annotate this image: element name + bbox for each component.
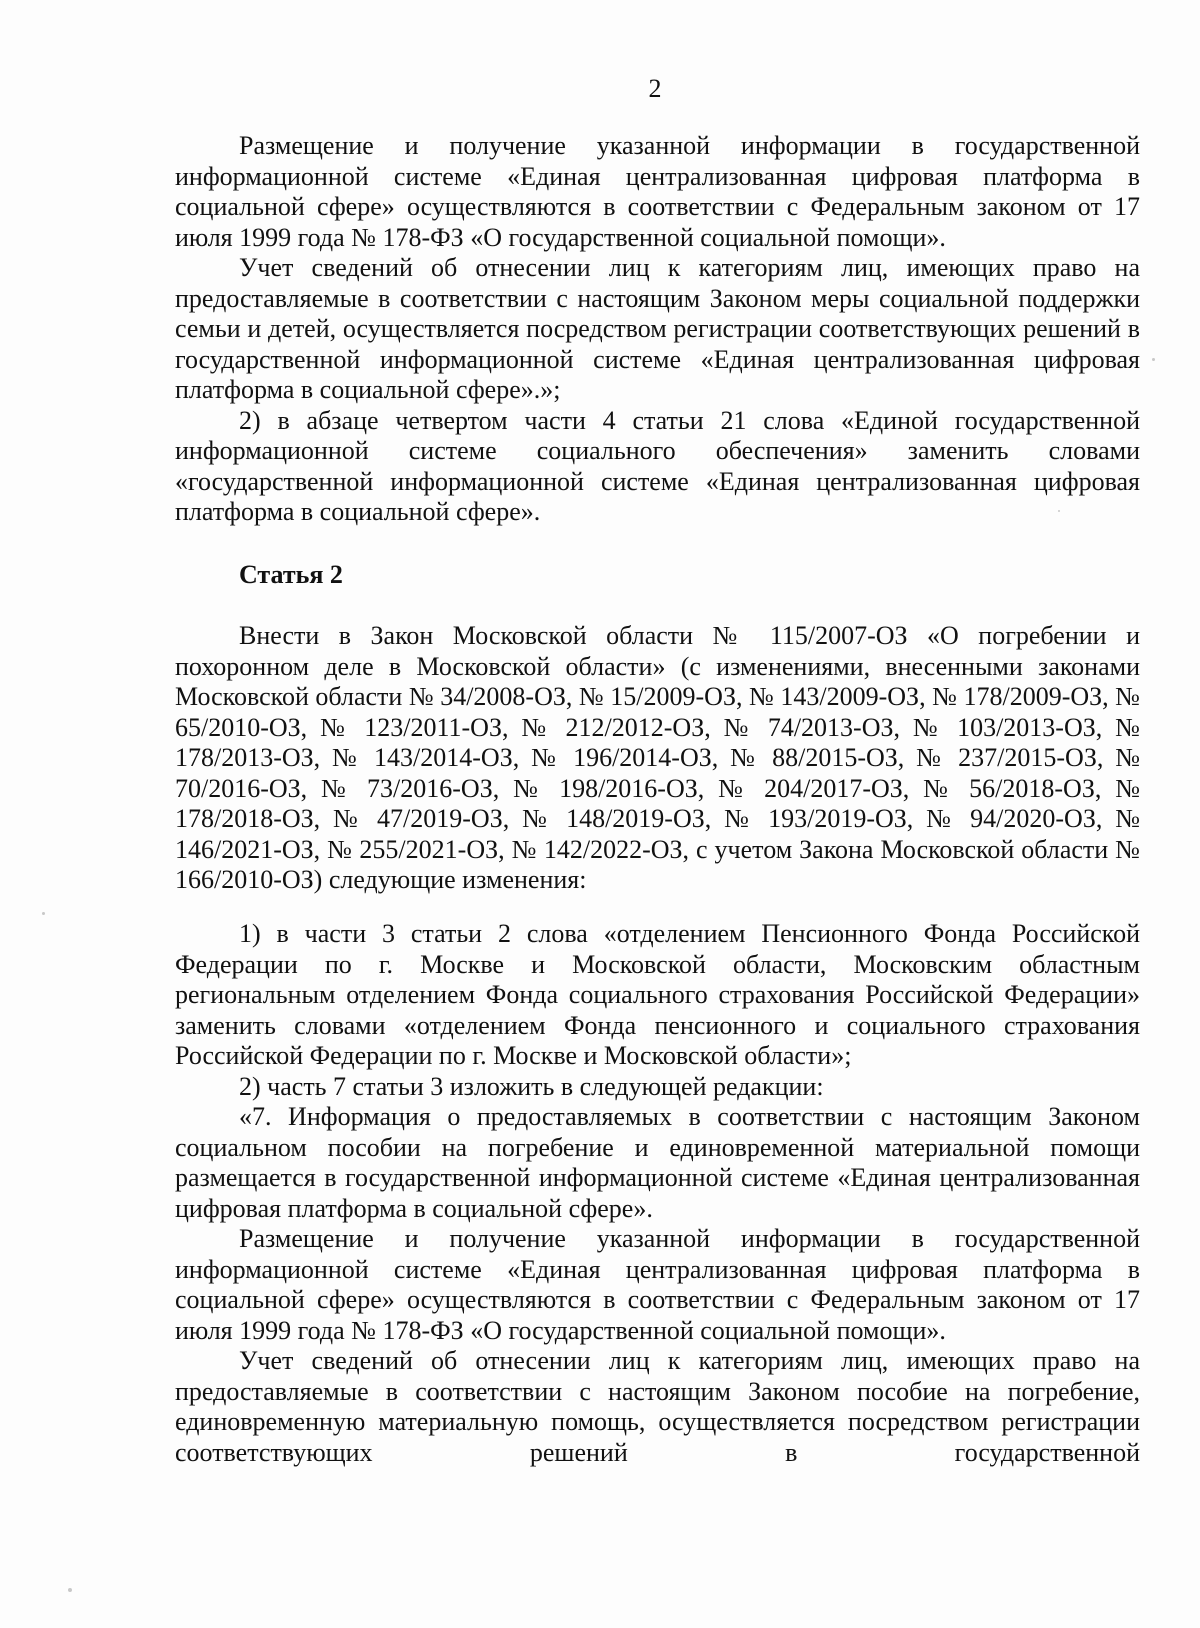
- article-2-intro: [175, 621, 1140, 896]
- paragraph: Внести в Закон Московской области № 115/2007-ОЗ «О погребении и похоронном деле в Московской области» (с изменениями, внесенными законами Московской области № 34/2008-ОЗ, № 15/2009-ОЗ, № 143/2009-ОЗ, № 178/2009-ОЗ, № 65/2010-ОЗ, № 123/2011-ОЗ, № 212/2012-ОЗ, № 74/2013-ОЗ, № 103/2013-ОЗ, № 178/2013-ОЗ, № 143/2014-ОЗ, № 196/2014-ОЗ, № 88/2015-ОЗ, № 237/2015-ОЗ, № 70/2016-ОЗ, № 73/2016-ОЗ, № 198/2016-ОЗ, № 204/2017-ОЗ, № 56/2018-ОЗ, № 178/2018-ОЗ, № 47/2019-ОЗ, № 148/2019-ОЗ, № 193/2019-ОЗ, № 94/2020-ОЗ, № 146/2021-ОЗ, № 255/2021-ОЗ, № 142/2022-ОЗ, с учетом Закона Московской области № 166/2010-ОЗ) следующие изменения:: [175, 621, 1140, 894]
- paragraph: Размещение и получение указанной информации в государственной информационной системе «Единая централизованная цифровая платформа в социальной сфере» осуществляются в соответствии с Федеральным законом от 17 июля 1999 года № 178-ФЗ «О государственной социальной помощи».: [175, 131, 1140, 252]
- continuation-text: [175, 131, 1140, 528]
- page-number: 2: [648, 74, 662, 103]
- list-item: 1) в части 3 статьи 2 слова «отделением Пенсионного Фонда Российской Федерации по г. Москве и Московской области, Московским областным региональным отделением Фонда социального страхования Российской Федерации» заменить словами «отделением Фонда пенсионного и социального страхования Российской Федерации по г. Москве и Московской области»;: [175, 919, 1140, 1070]
- scan-speck: [1058, 510, 1060, 512]
- article-2-heading-block: [175, 560, 1140, 591]
- quoted-paragraph: «7. Информация о предоставляемых в соответствии с настоящим Законом социальном пособии на погребение и единовременной материальной помощи размещается в государственной информационной системе «Единая централизованная цифровая платформа в социальной сфере».: [175, 1102, 1140, 1223]
- list-item: 2) часть 7 статьи 3 изложить в следующей редакции:: [239, 1071, 824, 1101]
- article-2-items: [175, 919, 1140, 1468]
- paragraph: 2) в абзаце четвертом части 4 статьи 21 слова «Единой государственной информационной системе социального обеспечения» заменить словами «государственной информационной системе «Единая централизованная цифровая платформа в социальной сфере».: [175, 405, 1140, 526]
- scan-speck: [42, 912, 45, 915]
- article-heading: Статья 2: [239, 560, 343, 589]
- quoted-paragraph: Размещение и получение указанной информации в государственной информационной системе «Единая централизованная цифровая платформа в социальной сфере» осуществляются в соответствии с Федеральным законом от 17 июля 1999 года № 178-ФЗ «О государственной социальной помощи».: [175, 1224, 1140, 1345]
- quoted-paragraph: Учет сведений об отнесении лиц к категориям лиц, имеющих право на предоставляемые в соответствии с настоящим Законом пособие на погребение, единовременную материальную помощь, осуществляется посредством регистрации соответствующих решений в государственной: [175, 1346, 1140, 1467]
- scan-speck: [68, 1588, 72, 1592]
- paragraph: Учет сведений об отнесении лиц к категориям лиц, имеющих право на предоставляемые в соответствии с настоящим Законом меры социальной поддержки семьи и детей, осуществляется посредством регистрации соответствующих решений в государственной информационной системе «Единая централизованная цифровая платформа в социальной сфере».»;: [175, 253, 1140, 404]
- scan-speck: [1152, 358, 1155, 361]
